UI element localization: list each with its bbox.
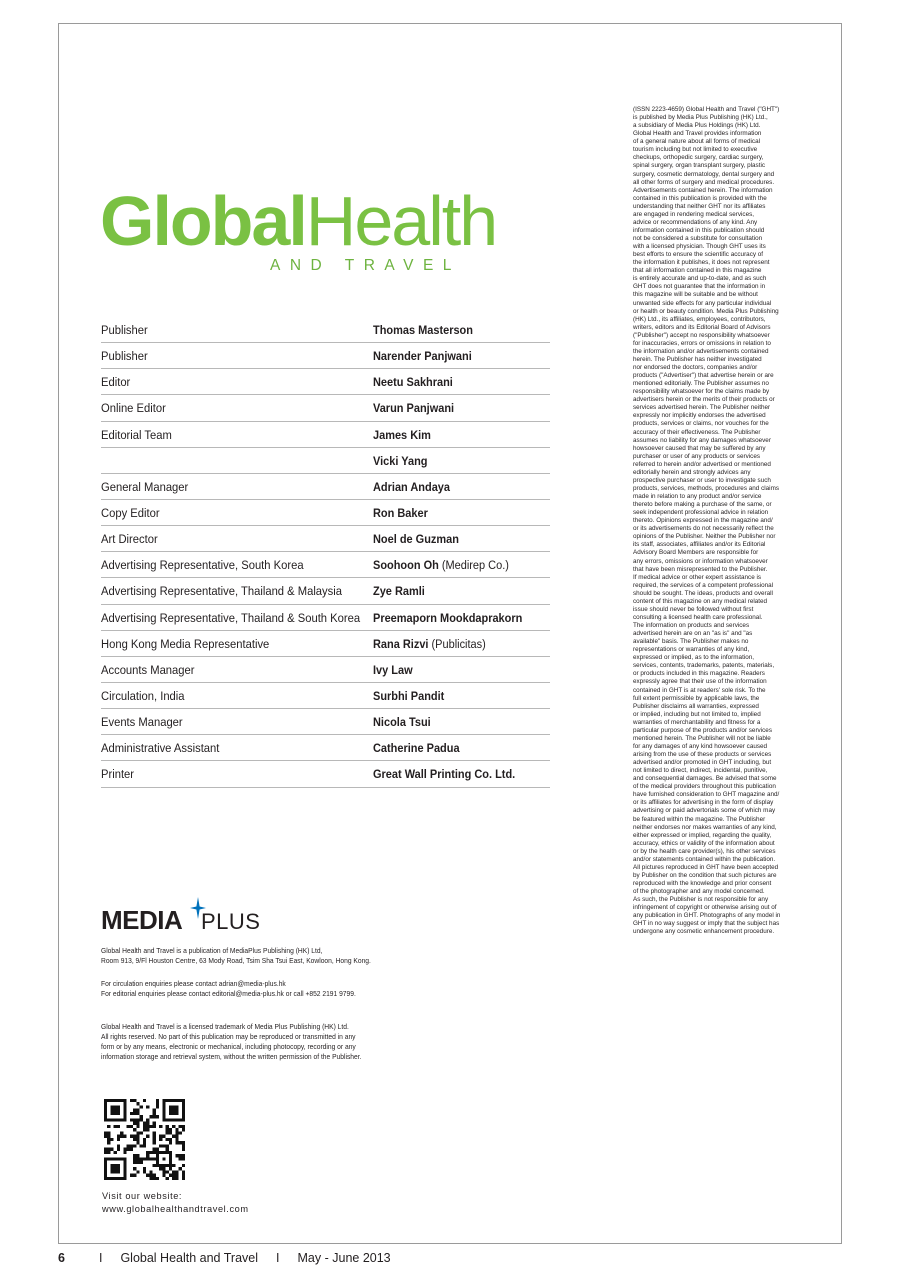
masthead-row: [101, 578, 550, 604]
masthead-role: Circulation, India: [101, 688, 185, 703]
editorial-enquiries: For editorial enquiries please contact editorial@media-plus.hk or call +852 2191 9799.: [101, 989, 356, 998]
masthead-person: [373, 663, 413, 677]
trademark-line-3: form or by any means, electronic or mechanical, including photocopy, recording or any: [101, 1042, 356, 1051]
masthead-affiliation: (Medirep Co.): [438, 558, 509, 573]
masthead-person: [373, 532, 459, 546]
publication-info-line-1: Global Health and Travel is a publication of MediaPlus Publishing (HK) Ltd,: [101, 946, 323, 955]
logo-global-text: Global: [100, 182, 306, 260]
masthead-name: Thomas Masterson: [373, 323, 473, 337]
masthead-row: [101, 317, 550, 343]
footer-magazine: Global Health and Travel: [120, 1251, 259, 1265]
global-health-travel-logo: [100, 182, 497, 278]
masthead-role: Publisher: [101, 323, 148, 337]
masthead-person: [373, 375, 453, 389]
masthead-row: [101, 395, 550, 421]
masthead-row: [101, 761, 550, 787]
masthead-person: [373, 584, 425, 598]
masthead-role: Art Director: [101, 532, 158, 547]
masthead-person: [373, 349, 472, 363]
masthead-person: [373, 323, 473, 337]
trademark-line-1: Global Health and Travel is a licensed trademark of Media Plus Publishing (HK) Ltd.: [101, 1022, 349, 1031]
masthead-person: [373, 637, 486, 651]
masthead-row: [101, 343, 550, 369]
mediaplus-logo: [101, 897, 276, 937]
masthead-row: [101, 735, 550, 761]
masthead-name: Adrian Andaya: [373, 479, 451, 494]
footer-issue: May - June 2013: [297, 1251, 391, 1265]
website-url[interactable]: www.globalhealthandtravel.com: [102, 1204, 249, 1214]
masthead-role: Advertising Representative, South Korea: [101, 558, 304, 573]
masthead-role: Online Editor: [101, 401, 166, 416]
logo-subtitle: AND TRAVEL: [270, 257, 461, 274]
masthead-name: Neetu Sakhrani: [373, 375, 453, 390]
page-number: 6: [58, 1251, 65, 1265]
footer-separator: I: [276, 1251, 280, 1265]
masthead-role: Copy Editor: [101, 505, 160, 520]
masthead-role: Advertising Representative, Thailand & South Korea: [101, 610, 361, 625]
masthead-row: [101, 500, 550, 526]
masthead-person: [373, 506, 428, 520]
masthead-role: Administrative Assistant: [101, 741, 220, 756]
masthead-name: Varun Panjwani: [373, 401, 455, 416]
masthead-name: Great Wall Printing Co. Ltd.: [373, 767, 516, 782]
logo-health-text: Health: [305, 182, 497, 260]
masthead-person: [373, 689, 444, 703]
disclaimer-text: (ISSN 2223-4659) Global Health and Travel ("GHT") is published by Media Plus Publishing (HK) Ltd., a subsidiary of Media Plus Holdings (HK) Ltd. Global Health and Travel provides information of a general nature about all forms of medical tourism including but not limited to executive checkups, orthopedic surgery, cardiac surgery, spinal surgery, organ transplant surgery, plastic surgery, cosmetic dermatology, dental surgery and all other forms of surgery and medical procedures. Advertisements contained herein. The information contained in this publication is provided with the understanding that neither GHT nor its affiliates are engaged in rendering medical services, advice or recommendations of any kind. Any information contained in this publication should not be considered a substitute for consultation with a licensed physician. Though GHT uses its best efforts to ensure the scientific accuracy of the information it publishes, it does not represent that all information contained in this magazine is entirely accurate and up-to-date, and as such GHT does not guarantee that the information in this magazine will be suitable and be without unwanted side effects for any particular individual or health or beauty condition. Media Plus Publishing (HK) Ltd., its affiliates, employees, contributors, writers, editors and its Editorial Board of Advisors ("Publisher") accept no responsibility whatsoever for inaccuracies, errors or omissions in relation to the information and/or advertisements contained herein. The Publisher has neither investigated nor endorsed the doctors, companies and/or products ("Advertiser") that advertise herein or are mentioned editorially. The Publisher assumes no responsibility whatsoever for the claims made by advertisers herein or the merits of their products or services advertised herein. The Publisher neither expressly nor implicitly endorses the advertised products, services or claims, nor vouches for the accuracy of their effectiveness. The Publisher assumes no liability for any damages whatsoever howsoever caused that may be suffered by any purchaser or user of any products or services referred to herein and/or advertised or mentioned editorially herein and strongly advices any prospective purchaser or user to investigate such products, services, methods, procedures and claims made in relation to any product and/or service thereto before making a purchase of the same, or seek independent professional advice in relation thereto. Opinions expressed in the magazine and/ or its advertisements do not necessarily reflect the opinions of the Publisher. Neither the Publisher nor its staff, associates, affiliates and/or its Editorial Advisory Board Members are responsible for any errors, omissions or information whatsoever that have been misrepresented to the Publisher. If medical advice or other expert assistance is required, the services of a competent professional should be sought. The ideas, products and overall content of this magazine on any medical related issue should never be followed without first consulting a licensed health care professional. The information on products and services advertised herein are on an "as is" and "as available" basis. The Publisher makes no representations or warranties of any kind, expressed or implied, as to the information, services, contents, trademarks, patents, materials, or products included in this magazine. Readers expressly agree that their use of the information contained in GHT is at readers' sole risk. To the full extent permissible by applicable laws, the Publisher disclaims all warranties, expressed or implied, including but not limited to, implied warranties of merchantability and fitness for a particular purpose of the products and/or services mentioned herein. The Publisher will not be liable for any damages of any kind howsoever caused arising from the use of these products or services advertised and/or promoted in GHT including, but not limited to direct, indirect, incidental, punitive, and consequential damages. Be advised that some of the medical providers throughout this publication have furnished consideration to GHT magazine and/ or its affiliates for advertising in the form of display advertising or paid advertorials some of which may be featured within the magazine. The Publisher neither endorses nor makes warranties of any kind, either expressed or implied, regarding the quality, accuracy, ethics or validity of the information about or by the health care provider(s), his other services and/or statements contained within the publication. All pictures reproduced in GHT have been accepted by Publisher on the condition that such pictures are reproduced with the knowledge and prior consent of the photographer and any model concerned. As such, the Publisher is not responsible for any infringement of copyright or otherwise arising out of any publication in GHT. Photographs of any model in GHT in no way suggest or imply that the subject has undergone any cosmetic enhancement procedure.: [633, 106, 781, 936]
masthead-person: [373, 558, 509, 572]
masthead-row: [101, 474, 550, 500]
masthead-row: [101, 657, 550, 683]
visit-label: Visit our website:: [102, 1191, 183, 1201]
masthead-role: Accounts Manager: [101, 662, 195, 677]
masthead-row: [101, 552, 550, 578]
masthead-name: Vicki Yang: [373, 453, 428, 468]
mediaplus-logo-media: MEDIA: [101, 905, 183, 935]
masthead-person: [373, 715, 431, 729]
masthead-person: [373, 480, 450, 494]
masthead-row: [101, 448, 550, 474]
masthead-affiliation: (Publicitas): [428, 636, 486, 651]
masthead-person: [373, 767, 515, 781]
website-block: [102, 1190, 249, 1216]
masthead-name: Narender Panjwani: [373, 349, 472, 364]
masthead-name: Surbhi Pandit: [373, 688, 445, 703]
masthead-person: [373, 741, 460, 755]
masthead-row: [101, 526, 550, 552]
masthead-role: General Manager: [101, 479, 189, 494]
footer-separator: I: [98, 1251, 103, 1265]
logo-wordmark: [100, 182, 497, 260]
masthead-role: Hong Kong Media Representative: [101, 636, 270, 651]
masthead-name: Ron Baker: [373, 505, 428, 520]
masthead-name: Preemaporn Mookdaprakorn: [373, 610, 523, 625]
masthead-role: Printer: [101, 767, 135, 782]
masthead-table: [101, 317, 550, 788]
masthead-name: Nicola Tsui: [373, 715, 431, 730]
masthead-row: [101, 422, 550, 448]
masthead-row: [101, 709, 550, 735]
trademark-line-2: All rights reserved. No part of this publication may be reproduced or transmitted in any: [101, 1032, 356, 1041]
masthead-role: Advertising Representative, Thailand & Malaysia: [101, 584, 342, 599]
masthead-row: [101, 631, 550, 657]
trademark-line-4: information storage and retrieval system, without the written permission of the Publisher.: [101, 1052, 362, 1061]
page-footer: [58, 1251, 391, 1265]
masthead-name: Catherine Padua: [373, 741, 460, 756]
masthead-role: Publisher: [101, 349, 148, 364]
masthead-person: [373, 401, 454, 415]
masthead-person: [373, 611, 522, 625]
masthead-name: Rana Rizvi: [373, 636, 429, 651]
masthead-name: Soohoon Oh: [373, 558, 439, 573]
masthead-row: [101, 369, 550, 395]
masthead-row: [101, 683, 550, 709]
masthead-name: Zye Ramli: [373, 584, 425, 599]
masthead-name: Ivy Law: [373, 662, 413, 677]
masthead-role: Editor: [101, 375, 131, 390]
qr-code-icon[interactable]: [104, 1099, 185, 1180]
masthead-role: Editorial Team: [101, 427, 172, 442]
masthead-role: Events Manager: [101, 715, 183, 730]
masthead-person: [373, 428, 431, 442]
publication-info-line-2: Room 913, 9/Fl Houston Centre, 63 Mody Road, Tsim Sha Tsui East, Kowloon, Hong Kong.: [101, 956, 371, 965]
circulation-enquiries: For circulation enquiries please contact adrian@media-plus.hk: [101, 979, 286, 988]
mediaplus-logo-plus: PLUS: [201, 909, 261, 934]
masthead-name: Noel de Guzman: [373, 532, 459, 547]
masthead-row: [101, 605, 550, 631]
masthead-person: [373, 454, 427, 468]
masthead-name: James Kim: [373, 427, 431, 442]
